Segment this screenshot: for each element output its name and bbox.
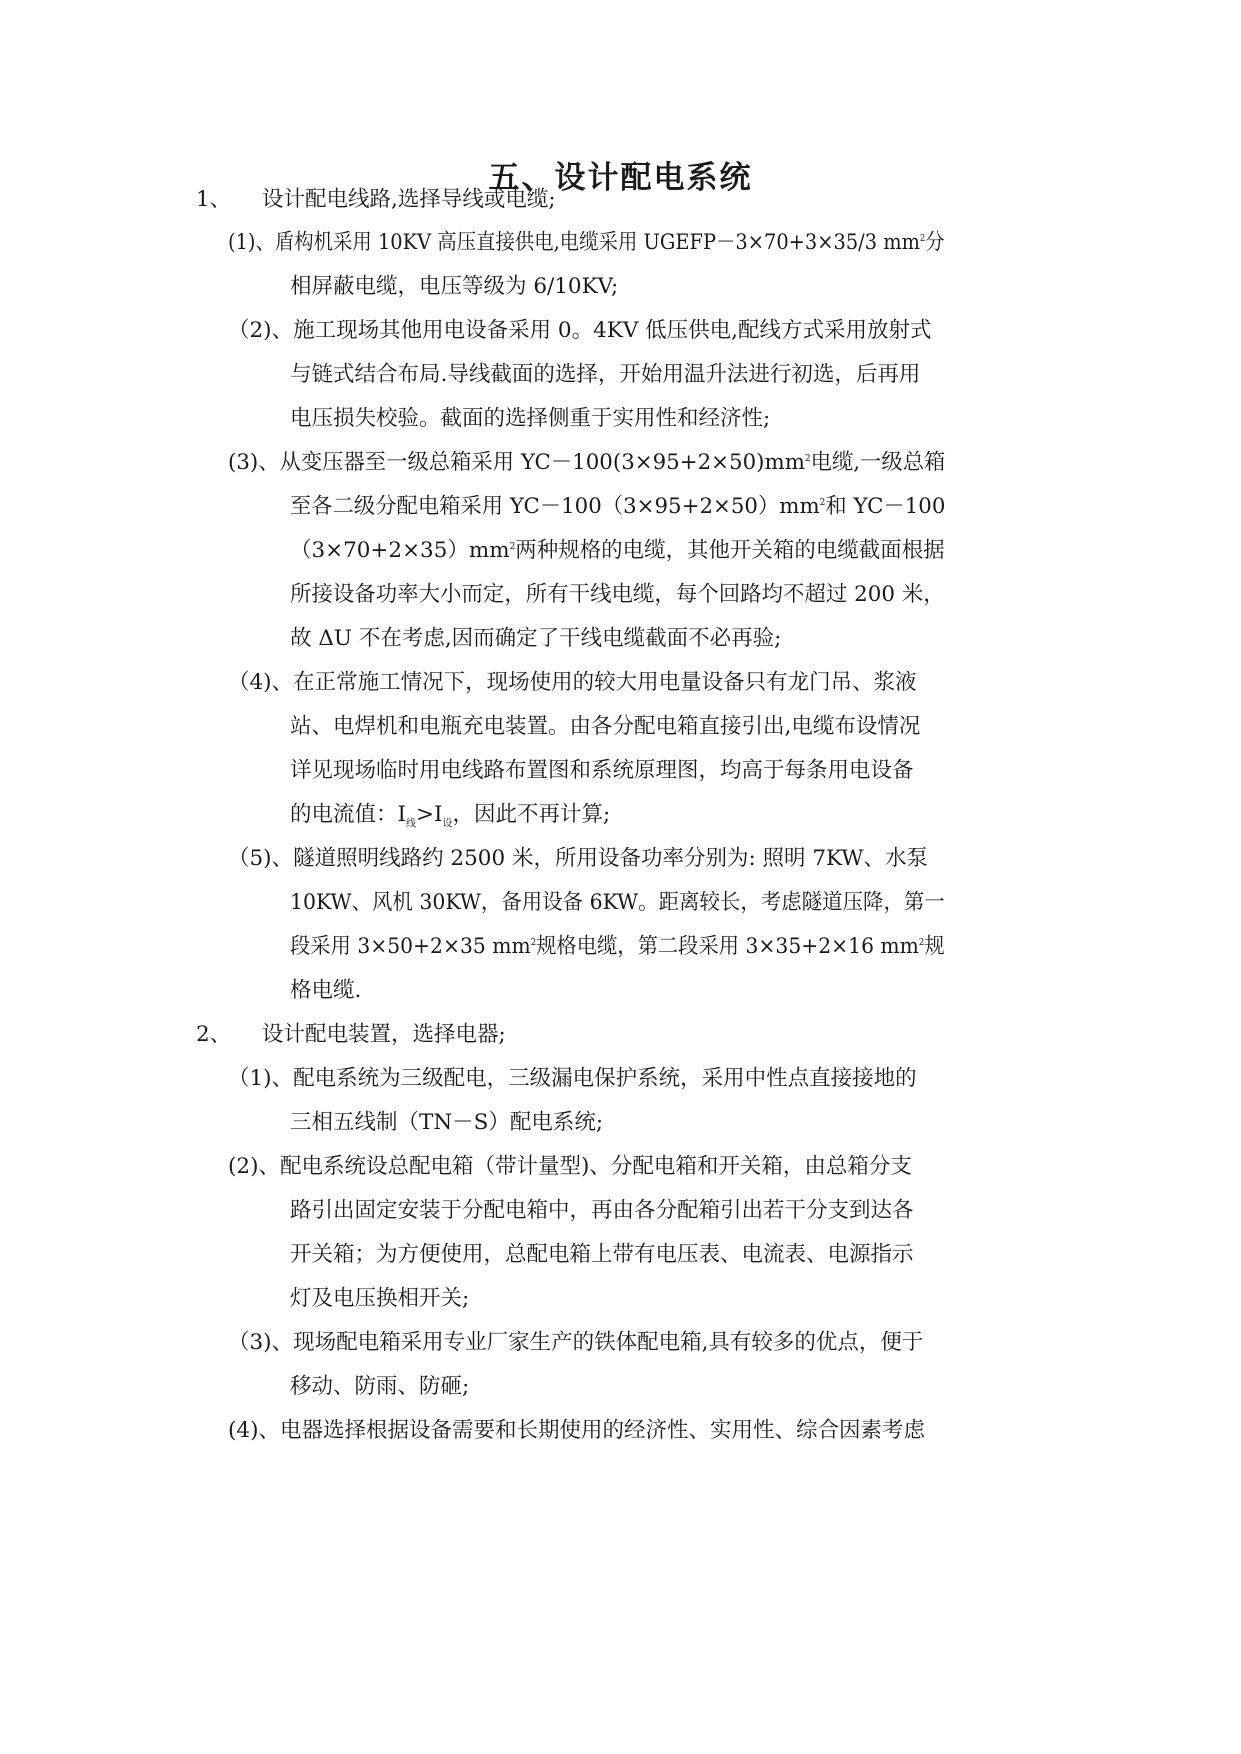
- s1-item4-line4: 的电流值：$I_线>I_设$，因此不再计算;: [290, 802, 611, 830]
- s2-item3-line1: （3)、现场配电箱采用专业厂家生产的铁体配电箱,具有较多的优点，便于: [228, 1330, 924, 1355]
- s1-item3-line5: 故 ΔU 不在考虑,因而确定了干线电缆截面不必再验;: [290, 626, 782, 651]
- s1-item3-line4: 所接设备功率大小而定，所有干线电缆，每个回路均不超过 200 米，: [290, 582, 945, 607]
- page-title: 五、设计配电系统: [488, 160, 753, 196]
- s1-item5-line3: 段采用 3×50+2×35 $mm^2$规格电缆，第二段采用 3×35+2×16 $mm^2$规: [290, 934, 945, 959]
- section-1-number: 1、: [196, 187, 232, 212]
- s2-item1-line2: 三相五线制（TN－S）配电系统;: [290, 1110, 604, 1135]
- s1-item5-line2: 10KW、风机 30KW，备用设备 6KW。距离较长，考虑隧道压降，第一: [290, 890, 945, 915]
- s1-item4-line2: 站、电焊机和电瓶充电装置。由各分配电箱直接引出,电缆布设情况: [290, 714, 921, 739]
- s2-item2-line3: 开关箱；为方便使用，总配电箱上带有电压表、电流表、电源指示: [290, 1242, 914, 1267]
- s1-item4-line1: （4)、在正常施工情况下，现场使用的较大用电量设备只有龙门吊、浆液: [228, 670, 917, 695]
- s2-item3-line2: 移动、防雨、防砸;: [290, 1374, 470, 1399]
- s1-item1-line1: (1)、盾构机采用 10KV 高压直接供电,电缆采用 UGEFP－3×70+3×35/3 $mm^2$分: [228, 230, 945, 255]
- s1-item2-line1: （2)、施工现场其他用电设备采用 0。4KV 低压供电,配线方式采用放射式: [228, 318, 932, 343]
- section-1-title: 设计配电线路,选择导线或电缆;: [262, 187, 556, 212]
- s1-item5-line4: 格电缆.: [290, 978, 362, 1003]
- s2-item4-line1: (4)、电器选择根据设备需要和长期使用的经济性、实用性、综合因素考虑: [228, 1418, 925, 1443]
- s1-item5-line1: （5)、隧道照明线路约 2500 米，所用设备功率分别为: 照明 7KW、水泵: [228, 846, 928, 871]
- section-2-title: 设计配电装置，选择电器;: [262, 1022, 506, 1047]
- section-2-number: 2、: [196, 1022, 232, 1047]
- s2-item2-line2: 路引出固定安装于分配电箱中，再由各分配箱引出若干分支到达各: [290, 1198, 914, 1223]
- s1-item4-line3: 详见现场临时用电线路布置图和系统原理图，均高于每条用电设备: [290, 758, 914, 783]
- s1-item2-line3: 电压损失校验。截面的选择侧重于实用性和经济性;: [290, 406, 771, 431]
- s1-item3-line1: (3)、从变压器至一级总箱采用 $YC-100(3\times 95+2\times 50)mm^2$电缆,一级总箱: [228, 450, 946, 475]
- s2-item1-line1: （1)、配电系统为三级配电，三级漏电保护系统，采用中性点直接接地的: [228, 1066, 917, 1091]
- s1-item1-line2: 相屏蔽电缆，电压等级为 6/10KV;: [290, 274, 619, 299]
- s2-item2-line4: 灯及电压换相开关;: [290, 1286, 470, 1311]
- s1-item3-line2: 至各二级分配电箱采用 $YC-100(3\times 95+2\times 50)mm^2$和 YC－100: [290, 494, 946, 519]
- s1-item2-line2: 与链式结合布局.导线截面的选择，开始用温升法进行初选，后再用: [290, 362, 921, 387]
- s1-item3-line3: $(3\times 70+2\times 35)mm^2$两种规格的电缆，其他开关箱的电缆截面根据: [290, 538, 945, 563]
- s2-item2-line1: (2)、配电系统设总配电箱（带计量型)、分配电箱和开关箱，由总箱分支: [228, 1154, 912, 1179]
